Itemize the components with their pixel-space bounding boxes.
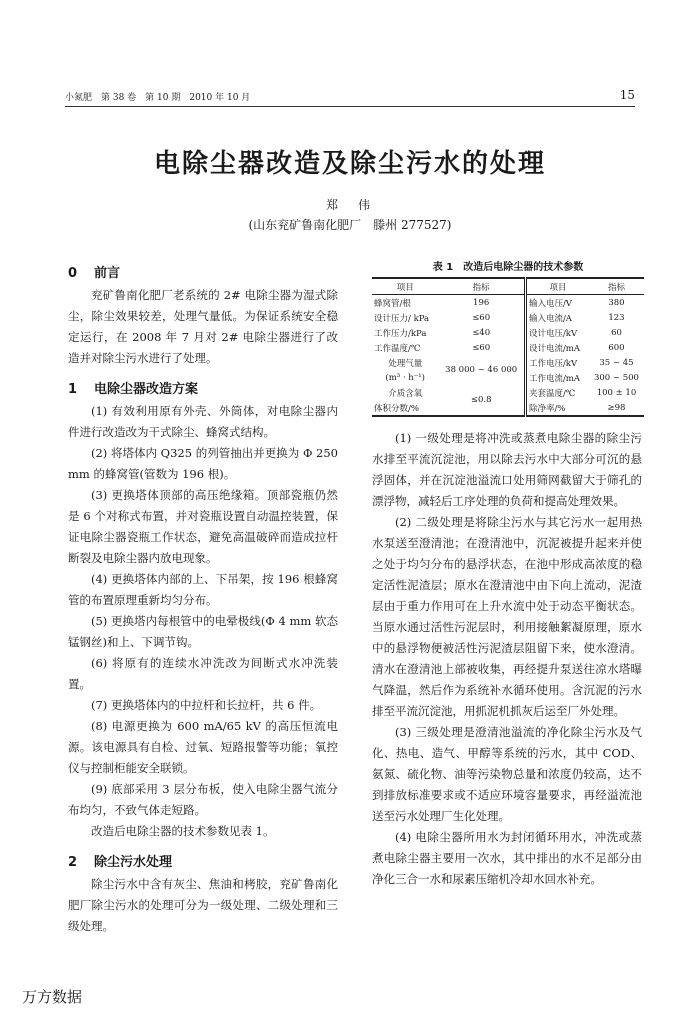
author-name: 郑 伟 bbox=[325, 198, 374, 212]
paragraph: 除尘污水中含有灰尘、焦油和栲胶，兖矿鲁南化肥厂除尘污水的处理可分为一级处理、二级处理和三级处理。 bbox=[68, 877, 338, 933]
author-affiliation: (山东兖矿鲁南化肥厂 滕州 277527) bbox=[248, 218, 452, 232]
table-row: 处理气量 38 000 ~ 46 000 工作电压/kV 35 ~ 45 bbox=[372, 355, 644, 370]
section-heading-0: 0 前言 bbox=[68, 266, 121, 281]
header-cell: 项目 bbox=[372, 278, 438, 295]
section-heading-2: 2 除尘污水处理 bbox=[68, 855, 173, 870]
table-row: 体积分数/% 除净率/% ≥98 bbox=[372, 400, 644, 416]
left-column bbox=[68, 263, 338, 937]
parameter-table bbox=[372, 277, 644, 417]
header-cell: 项目 bbox=[525, 278, 589, 295]
page-number: 15 bbox=[619, 88, 635, 102]
paragraph: (4) 电除尘器所用水为封闭循环用水，冲洗或蒸煮电除尘器主要用一次水，其中排出的水不足部分由净化三合一水和尿素压缩机冷却水回水补充。 bbox=[372, 830, 642, 886]
table-1 bbox=[372, 258, 644, 417]
paragraph: (1) 有效利用原有外壳、外筒体，对电除尘器内件进行改造改为干式除尘、蜂窝式结构。 bbox=[68, 404, 338, 439]
running-header bbox=[65, 88, 635, 107]
table-row: (m³ · h⁻¹) 工作电流/mA 300 ~ 500 bbox=[372, 370, 644, 385]
paragraph: (7) 更换塔体内的中拉杆和长拉杆，共 6 件。 bbox=[91, 698, 322, 712]
right-column bbox=[372, 428, 642, 890]
table-row: 介质含氧 ≤0.8 夹套温度/℃ 100 ± 10 bbox=[372, 385, 644, 400]
table-header-row bbox=[372, 278, 644, 295]
table-row: 蜂窝管/根 196 输入电压/V 380 bbox=[372, 295, 644, 311]
paragraph: (2) 将塔体内 Q325 的列管抽出并更换为 Φ 250 mm 的蜂窝管(管数为 196 根)。 bbox=[68, 446, 338, 481]
paragraph: (9) 底部采用 3 层分布板，使入电除尘器气流分布均匀，不致气体走短路。 bbox=[68, 782, 338, 817]
paragraph: (4) 更换塔体内部的上、下吊架，按 196 根蜂窝管的布置原理重新均匀分布。 bbox=[68, 572, 338, 607]
header-cell: 指标 bbox=[589, 278, 644, 295]
header-cell: 指标 bbox=[438, 278, 525, 295]
paragraph: (6) 将原有的连续水冲洗改为间断式水冲洗装置。 bbox=[68, 656, 338, 691]
paragraph: (5) 更换塔内每根管中的电晕极线(Φ 4 mm 软态锰钢丝)和上、下调节钩。 bbox=[68, 614, 338, 649]
journal-info: 小氮肥 第 38 卷 第 10 期 2010 年 10 月 bbox=[65, 93, 251, 103]
paragraph: (3) 更换塔体顶部的高压绝缘箱。顶部瓷瓶仍然是 6 个对称式布置，并对瓷瓶设置自动温控装置，保证电除尘器瓷瓶工作状态，避免高温破碎而造成拉杆断裂及电除尘器内放电现象。 bbox=[68, 488, 338, 565]
paragraph: 改造后电除尘器的技术参数见表 1。 bbox=[91, 824, 275, 838]
watermark: 万方数据 bbox=[22, 988, 83, 1006]
table-row: 设计压力/ kPa ≤60 输入电流/A 123 bbox=[372, 310, 644, 325]
table-row: 工作温度/℃ ≤60 设计电流/mA 600 bbox=[372, 340, 644, 355]
paragraph: (1) 一级处理是将冲洗或蒸煮电除尘器的除尘污水排至平流沉淀池，用以除去污水中大部分可沉的悬浮固体，并在沉淀池溢流口处用筛网截留大于筛孔的漂浮物，减轻后工序处理的负荷和提高处理效果。 bbox=[372, 431, 642, 508]
paragraph: (8) 电源更换为 600 mA/65 kV 的高压恒流电源。该电源具有自检、过氧、短路报警等功能；氧控仪与控制柜能安全联锁。 bbox=[68, 719, 338, 775]
table-caption: 表 1 改造后电除尘器的技术参数 bbox=[432, 262, 584, 273]
paragraph: (2) 二级处理是将除尘污水与其它污水一起用热水泵送至澄清池；在澄清池中，沉泥被提升起来并使之处于均匀分布的悬浮状态，在池中形成高浓度的稳定活性泥渣层；原水在澄清池中由下向上流动，泥渣层由于重力作用可在上升水流中处于动态平衡状态。当原水通过活性污泥层时，利用接触絮凝原理，原水中的悬浮物便被活性污泥渣层阻留下来，使水澄清。清水在澄清池上部被收集，再经提升泵送往凉水塔曝气降温，然后作为系统补水循环使用。含沉泥的污水排至平流沉淀池，用抓泥机抓灰后运至厂外处理。 bbox=[372, 515, 642, 718]
section-heading-1: 1 电除尘器改造方案 bbox=[68, 382, 199, 397]
paragraph: 兖矿鲁南化肥厂老系统的 2# 电除尘器为湿式除尘，除尘效果较差，处理气量低。为保证系统安全稳定运行，在 2008 年 7 月对 2# 电除尘器进行了改造并对除尘污水进行了处理。 bbox=[68, 288, 338, 365]
paragraph: (3) 三级处理是澄清池溢流的净化除尘污水及气化、热电、造气、甲醇等系统的污水，其中 COD、氨氮、硫化物、油等污染物总量和浓度仍较高，达不到排放标准要求或不适应环境容量要求，再经溢流池送至污水处理厂生化处理。 bbox=[372, 725, 642, 823]
table-row: 工作压力/kPa ≤40 设计电压/kV 60 bbox=[372, 325, 644, 340]
article-title: 电除尘器改造及除尘污水的处理 bbox=[153, 149, 546, 179]
